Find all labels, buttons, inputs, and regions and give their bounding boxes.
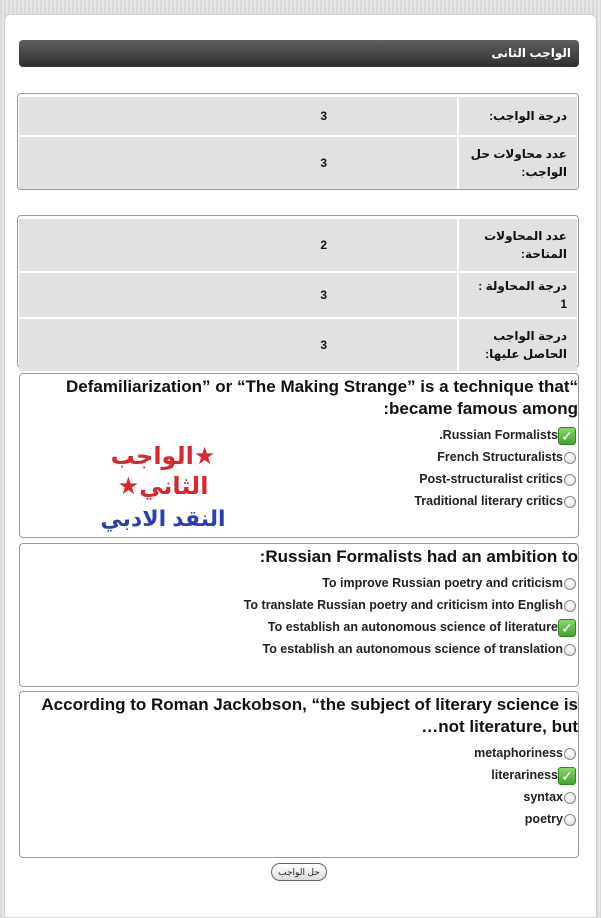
info-row-attempt-grade — [19, 273, 577, 317]
radio-button[interactable] — [564, 814, 576, 826]
info-row-attempts — [19, 137, 577, 189]
assignment-info-box — [17, 93, 579, 190]
answer-list — [20, 742, 578, 830]
answer-option[interactable] — [20, 594, 576, 616]
radio-button[interactable] — [564, 644, 576, 656]
answer-option[interactable] — [20, 616, 576, 638]
answer-label: metaphoriness — [474, 746, 563, 760]
question-text — [20, 546, 578, 568]
question-text — [20, 694, 578, 738]
question-1 — [19, 373, 579, 538]
info-label: عدد المحاولات المتاحة: — [457, 219, 577, 271]
course-stamp — [78, 442, 248, 536]
stamp-line-1: ★الواجب الثاني★ — [110, 443, 216, 500]
info-value: 3 — [19, 137, 457, 189]
checkmark-icon[interactable]: ✓ — [558, 767, 576, 785]
question-line: According to Roman Jackobson, “the subject of literary science is — [41, 695, 578, 714]
question-line: …not literature, but — [421, 717, 578, 736]
radio-button[interactable] — [564, 578, 576, 590]
info-row-available — [19, 219, 577, 271]
answer-label: To establish an autonomous science of translation — [262, 642, 563, 656]
radio-button[interactable] — [564, 496, 576, 508]
page-title: الواجب الثانى — [19, 40, 579, 67]
answer-label: syntax — [523, 790, 563, 804]
answer-option[interactable] — [20, 638, 576, 660]
info-value: 3 — [19, 319, 457, 371]
question-3 — [19, 691, 579, 858]
answer-label: .Russian Formalists — [439, 428, 558, 442]
question-line: Defamiliarization” or “The Making Strange” is a technique that“ — [66, 377, 578, 396]
info-label: عدد محاولات حل الواجب: — [457, 137, 577, 189]
answer-option[interactable] — [20, 572, 576, 594]
radio-button[interactable] — [564, 474, 576, 486]
answer-list — [20, 572, 578, 660]
question-line: :became famous among — [383, 399, 578, 418]
info-value: 3 — [19, 273, 457, 317]
question-line: :Russian Formalists had an ambition to — [259, 547, 578, 566]
answer-option[interactable] — [20, 786, 576, 808]
answer-option[interactable] — [20, 808, 576, 830]
question-text — [20, 376, 578, 420]
answer-option[interactable] — [20, 742, 576, 764]
answer-label: Traditional literary critics — [414, 494, 563, 508]
info-row-obtained — [19, 319, 577, 371]
radio-button[interactable] — [564, 792, 576, 804]
answer-label: poetry — [524, 812, 563, 826]
assignment-info-table — [19, 95, 577, 191]
answer-option[interactable] — [20, 764, 576, 786]
info-label: درجة الواجب: — [457, 97, 577, 135]
stamp-line-2: النقد الادبي — [100, 506, 226, 531]
radio-button[interactable] — [564, 452, 576, 464]
checkmark-icon[interactable]: ✓ — [558, 619, 576, 637]
info-row-grade — [19, 97, 577, 135]
radio-button[interactable] — [564, 748, 576, 760]
answer-label: French Structuralists — [437, 450, 563, 464]
attempt-info-table — [19, 217, 577, 373]
answer-label: To translate Russian poetry and criticism into English — [243, 598, 563, 612]
info-value: 2 — [19, 219, 457, 271]
checkmark-icon[interactable]: ✓ — [558, 427, 576, 445]
radio-button[interactable] — [564, 600, 576, 612]
info-value: 3 — [19, 97, 457, 135]
info-label: درجة المحاولة : 1 — [457, 273, 577, 317]
answer-label: To establish an autonomous science of literature — [267, 620, 558, 634]
question-2 — [19, 543, 579, 687]
info-label: درجة الواجب الحاصل عليها: — [457, 319, 577, 371]
attempt-info-box — [17, 215, 579, 368]
answer-label: To improve Russian poetry and criticism — [322, 576, 563, 590]
submit-button[interactable]: حل الواجب — [271, 863, 327, 881]
answer-label: Post-structuralist critics — [419, 472, 563, 486]
answer-label: literariness — [491, 768, 558, 782]
